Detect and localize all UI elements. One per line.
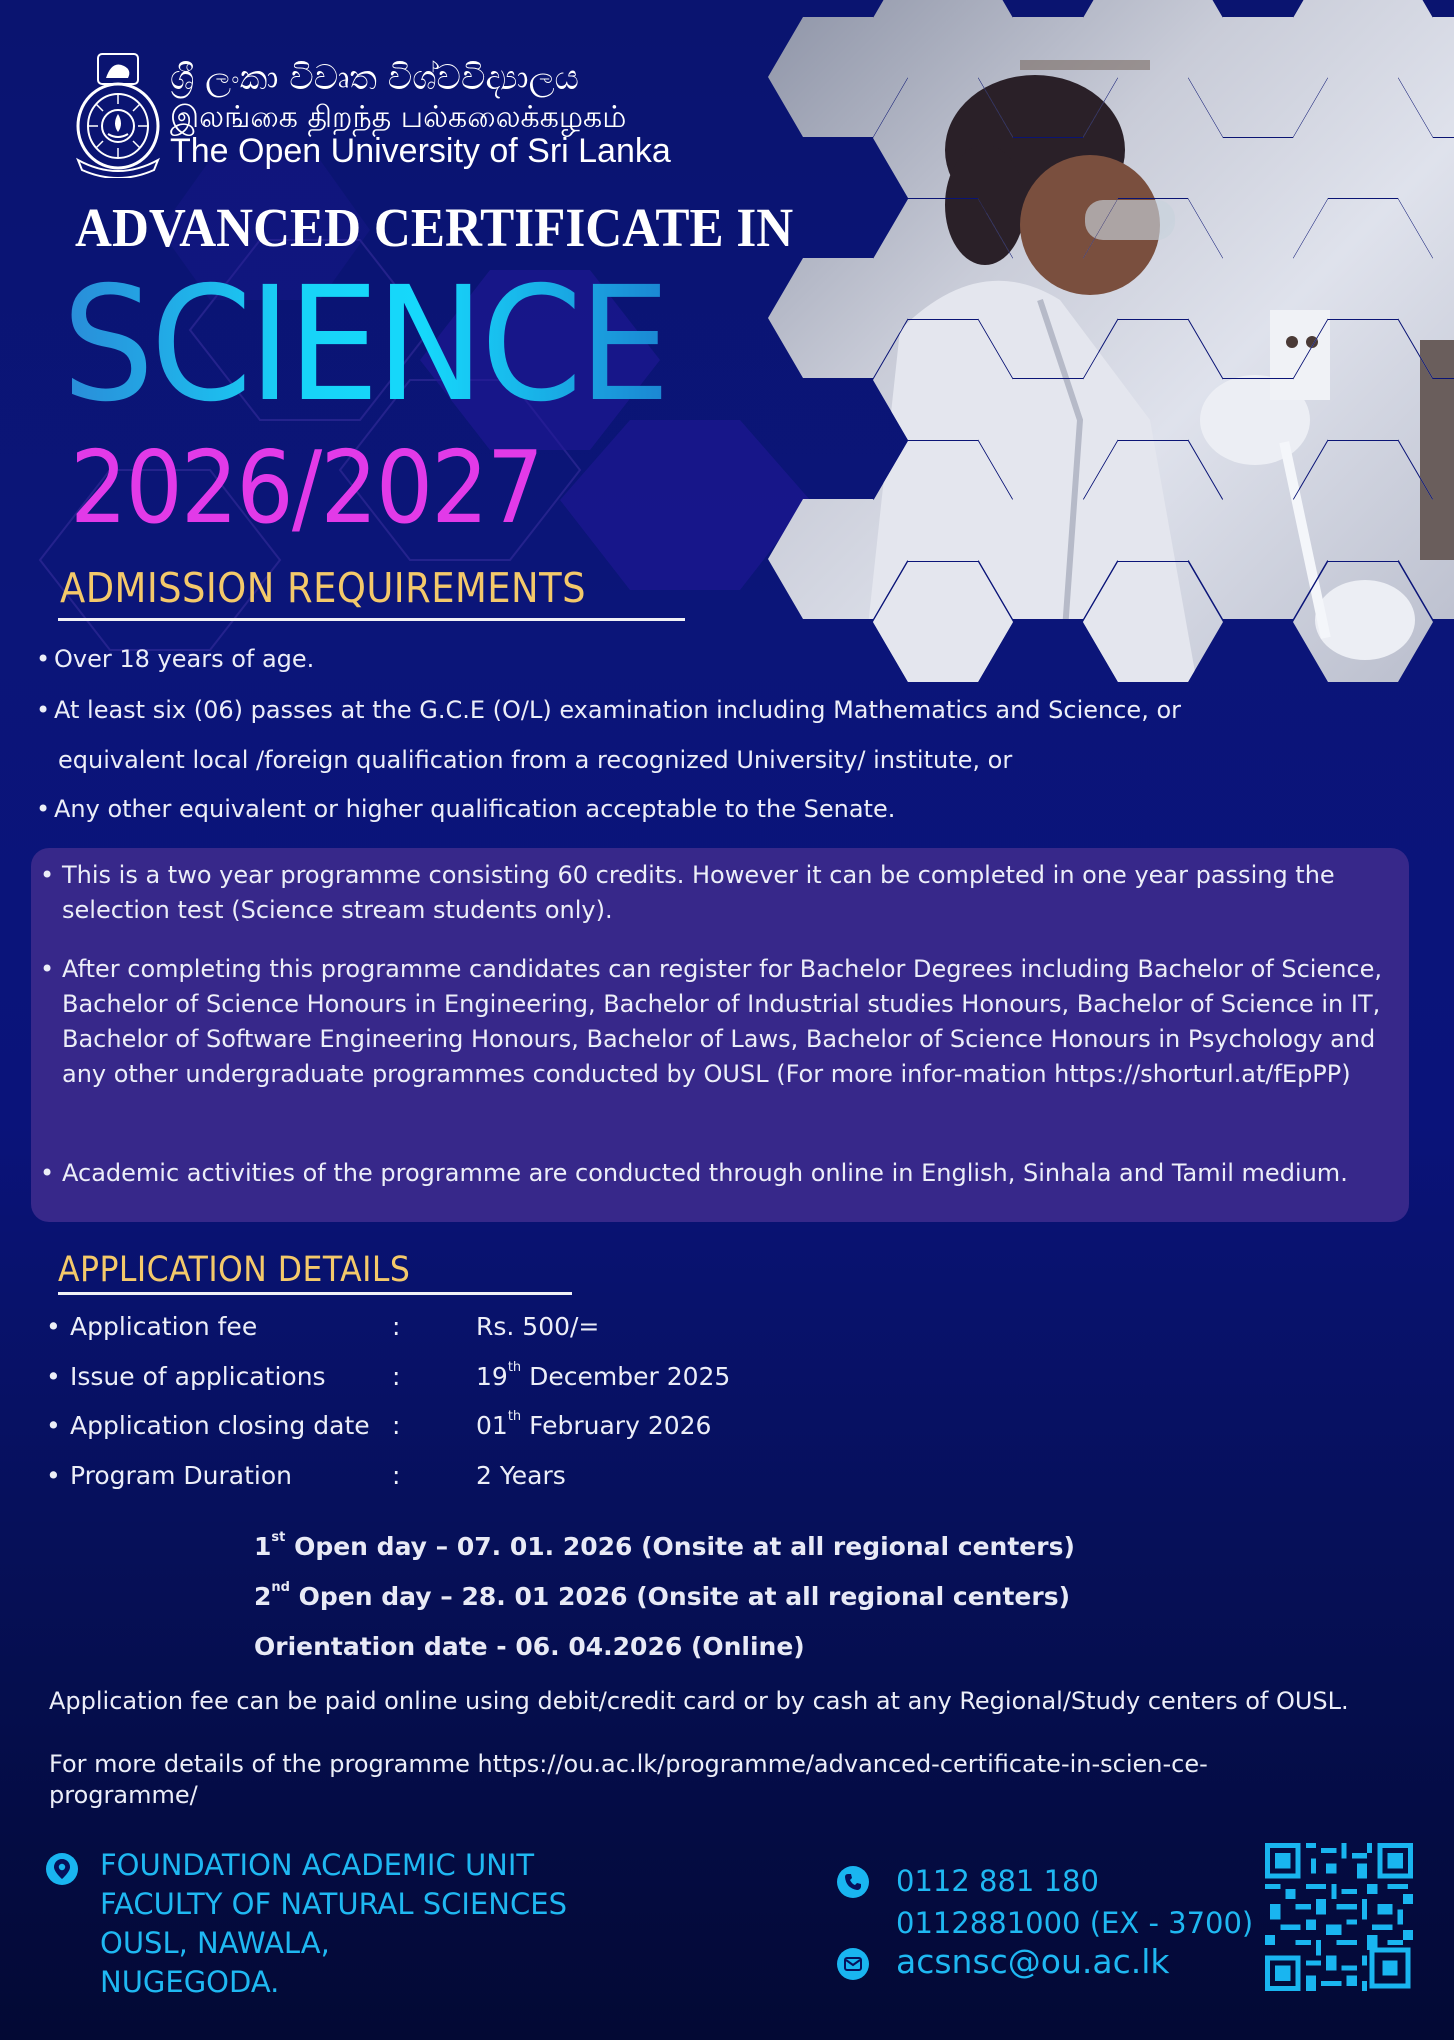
heading-underline — [58, 618, 685, 621]
phone-number-2[interactable]: 0112881000 (EX - 3700) — [896, 1906, 1254, 1940]
requirement-item: • At least six (06) passes at the G.C.E (O/L) examination including Mathematics and Science, or — [36, 696, 1182, 724]
phone-icon — [837, 1866, 869, 1898]
info-item: • This is a two year programme consisting 60 credits. However it can be completed in one year passing the selection test (Science stream students only). — [40, 861, 1335, 924]
phone-number-1[interactable]: 0112 881 180 — [896, 1864, 1099, 1898]
address-block: FOUNDATION ACADEMIC UNIT FACULTY OF NATURAL SCIENCES OUSL, NAWALA, NUGEGODA. — [100, 1848, 567, 1999]
university-name-sinhala: ශ්‍රී ලංකා විවෘත විශ්වවිද්‍යාලය — [170, 58, 580, 98]
academic-year: 2026/2027 — [70, 429, 543, 546]
title-science: SCIENCE — [62, 253, 667, 437]
title-advanced-certificate: ADVANCED CERTIFICATE IN — [75, 197, 794, 258]
open-day-2: 2nd Open day – 28. 01 2026 (Onsite at all regional centers) — [254, 1580, 1070, 1611]
requirement-item: • Over 18 years of age. — [36, 645, 315, 673]
university-name-tamil: இலங்கை திறந்த பல்கலைக்கழகம் — [170, 100, 627, 135]
admission-requirements-heading: ADMISSION REQUIREMENTS — [60, 564, 586, 612]
payment-note: Application fee can be paid online using debit/credit card or by cash at any Regional/Study centers of OUSL. — [49, 1687, 1349, 1715]
requirement-item-continued: equivalent local /foreign qualification from a recognized University/ institute, or — [58, 746, 1013, 774]
hero-photo-hexagon-collage — [760, 0, 1454, 700]
ousl-crest-icon — [72, 52, 164, 178]
email-address[interactable]: acsnsc@ou.ac.lk — [896, 1942, 1170, 1981]
open-day-1: 1st Open day – 07. 01. 2026 (Onsite at all regional centers) — [254, 1530, 1075, 1561]
university-name-english: The Open University of Sri Lanka — [170, 132, 671, 170]
more-details-link[interactable]: For more details of the programme https://ou.ac.lk/programme/advanced-certificate-in-scien-ce-programme/ — [49, 1750, 1208, 1809]
application-details-heading: APPLICATION DETAILS — [58, 1250, 411, 1290]
location-pin-icon — [46, 1853, 78, 1885]
email-icon — [837, 1948, 869, 1980]
info-item: • After completing this programme candidates can register for Bachelor Degrees including Bachelor of Science, Bachelor of Science Honours in Engineering, Bachelor of Industrial studies Honours, Bachelor of Science in IT, Bachelor of Software Engineering Honours, Bachelor of Laws, Bachelor of Science Honours in Psychology and any other undergraduate programmes conducted by OUSL (For more infor-mation https://shorturl.at/fEpPP) — [40, 955, 1383, 1088]
orientation-date: Orientation date - 06. 04.2026 (Online) — [254, 1632, 805, 1661]
requirement-item: • Any other equivalent or higher qualification acceptable to the Senate. — [36, 795, 896, 823]
qr-code-icon[interactable] — [1265, 1842, 1413, 1992]
info-item: • Academic activities of the programme are conducted through online in English, Sinhala and Tamil medium. — [40, 1159, 1348, 1187]
heading-underline — [58, 1292, 572, 1295]
